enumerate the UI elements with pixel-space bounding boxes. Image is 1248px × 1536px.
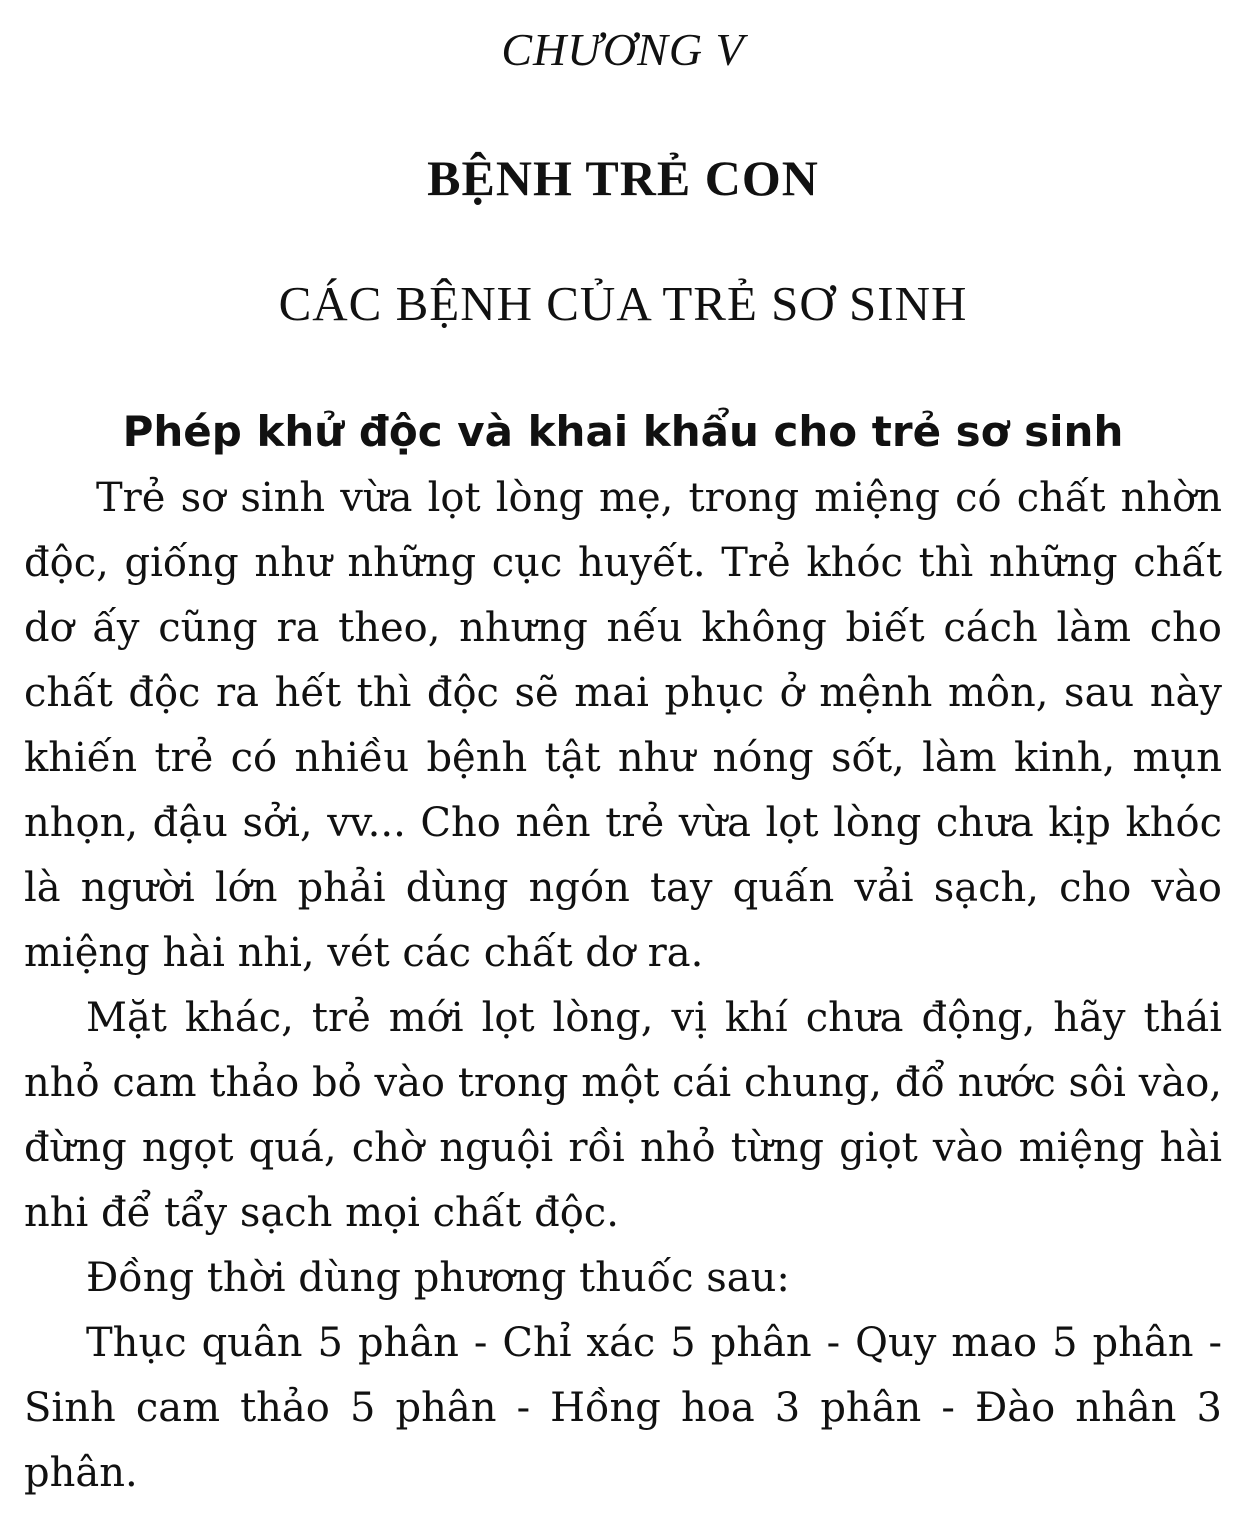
paragraph: Trẻ sơ sinh vừa lọt lòng mẹ, trong miệng có chất nhờn độc, giống như những cục huyết. Trẻ khóc thì những chất dơ ấy cũng ra theo, nhưng nếu không biết cách làm cho chất độc ra hết thì độc sẽ mai phục ở mệnh môn, sau này khiến trẻ có nhiều bệnh tật như nóng sốt, làm kinh, mụn nhọn, đậu sởi, vv... Cho nên trẻ vừa lọt lòng chưa kịp khóc là người lớn phải dùng ngón tay quấn vải sạch, cho vào miệng hài nhi, vét các chất dơ ra. xyxy=(24,475,1222,976)
section-heading: CÁC BỆNH CỦA TRẺ SƠ SINH xyxy=(278,276,968,331)
body-text xyxy=(24,466,1222,1506)
chapter-title: BỆNH TRẺ CON xyxy=(427,150,819,206)
paragraph: Mặt khác, trẻ mới lọt lòng, vị khí chưa động, hãy thái nhỏ cam thảo bỏ vào trong một cái chung, đổ nước sôi vào, đừng ngọt quá, chờ nguội rồi nhỏ từng giọt vào miệng hài nhi để tẩy sạch mọi chất độc. xyxy=(24,995,1222,1236)
document-page xyxy=(24,0,1222,1536)
paragraph: Đồng thời dùng phương thuốc sau: xyxy=(86,1255,790,1301)
paragraph: Thục quân 5 phân - Chỉ xác 5 phân - Quy mao 5 phân - Sinh cam thảo 5 phân - Hồng hoa 3 phân - Đào nhân 3 phân. xyxy=(24,1320,1222,1496)
chapter-heading: CHƯƠNG V xyxy=(501,24,745,75)
subsection-heading: Phép khử độc và khai khẩu cho trẻ sơ sinh xyxy=(122,407,1124,456)
